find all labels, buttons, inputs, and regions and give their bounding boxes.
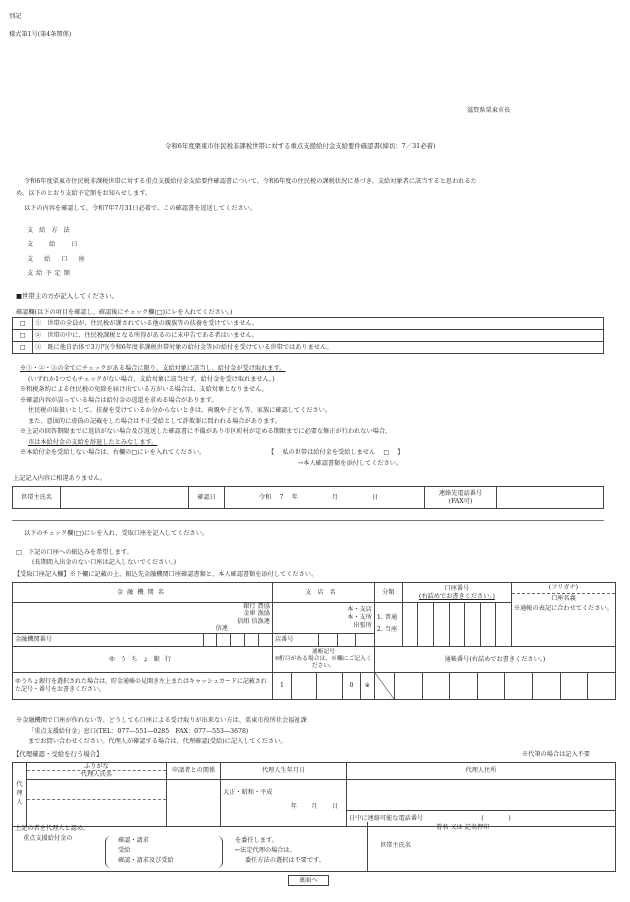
date-year-unit: 年	[291, 493, 298, 501]
decline-block	[268, 449, 404, 456]
opt-1[interactable]: 確認・請求	[118, 837, 149, 844]
holder-header: 口座名義	[512, 593, 615, 603]
check-no-2: ②	[35, 331, 42, 339]
proxy-era[interactable]: 大正・昭和・平成	[223, 788, 273, 796]
back-page-link[interactable]: 裏面へ	[288, 875, 329, 886]
proxy-table	[12, 762, 616, 827]
tsucho-no-6[interactable]	[533, 673, 561, 699]
head-name-field[interactable]	[61, 487, 189, 509]
sig-field[interactable]	[428, 830, 614, 870]
inst-type-kinko: 金庫	[243, 610, 256, 618]
acct-digit-6[interactable]	[480, 603, 496, 647]
opt-2[interactable]: 受給	[118, 847, 131, 854]
bank-footer-3: までお問い合わせください。代理人が確認する場合は、代理確認(受給)に記入してください。	[28, 738, 287, 745]
note-2: (いずれか1つでもチェックがない場合、支給対象に該当せず、給付金を受け取れません。)	[28, 376, 275, 383]
confirm-date-label: 確認日	[189, 487, 225, 509]
type-header: 分類	[374, 583, 402, 603]
bank-footer-2: 「重点支援給付金」窓口(TEL：077―551―0285 FAX：077―553―3678)	[28, 728, 249, 735]
branch-type-3: 出張所	[353, 621, 372, 629]
check-no-1: ①	[35, 319, 42, 327]
type-toza: 2. 当座	[376, 626, 398, 634]
proxy-m: 月	[311, 802, 318, 810]
beppyo: 別記	[9, 13, 22, 20]
tel-field[interactable]	[497, 487, 604, 509]
inst-code-label: 金融機関番号	[13, 633, 204, 646]
decline-close: 】	[397, 449, 404, 456]
proxy-tel-field[interactable]: ( )	[481, 814, 511, 822]
yucho-header: ゆうちょ銀行	[13, 646, 273, 672]
acct-digit-7[interactable]	[496, 603, 512, 647]
proxy-tel-label: 日中に連絡可能な電話番号	[349, 814, 424, 822]
note-6: また、意図的に虚偽の記載をした場合は不正受給として詐欺罪に問われる場合があります。	[28, 418, 282, 425]
tsucho-no-header: 通帳番号(右詰めでお書きください。)	[374, 646, 615, 672]
inst-type-bank: 銀行	[243, 603, 256, 610]
agree-text: 上記記入内容に相違ありません。	[13, 475, 107, 482]
acct-digit-3[interactable]	[434, 603, 450, 647]
inst-code-1[interactable]	[203, 633, 217, 646]
inst-type-shingyoren: 信漁連	[251, 617, 270, 625]
note-5: 住民税の取扱いとして、扶養を受けているか分からないときは、両親や子ども等、家族に確認してください。	[28, 407, 332, 414]
proxy-furi-field[interactable]	[27, 780, 166, 800]
acct-digit-4[interactable]	[449, 603, 465, 647]
delegate-text-2: 重点支援給付金の	[23, 835, 73, 842]
check-text-2: 世帯の中に、住民税課税となる所得があるのに未申告である者はいません。	[47, 331, 259, 339]
note-4: ※確認内容が誤っている場合は給付金の返還を求める場合があります。	[20, 397, 218, 404]
proxy-rel-label: 申請者との関係	[167, 763, 221, 780]
decline-box[interactable]: □	[383, 449, 390, 456]
payment-amount-label: 支給予定額	[27, 270, 73, 277]
proxy-label: 代理人	[13, 763, 27, 827]
proxy-addr-field[interactable]	[347, 779, 616, 810]
sig-name-label: 世帯主氏名	[380, 842, 411, 849]
branch-code-2[interactable]	[338, 634, 357, 646]
tsucho-star[interactable]: ※	[360, 673, 374, 699]
tsucho-no-3[interactable]	[450, 673, 478, 699]
acct-digit-5[interactable]	[465, 603, 481, 647]
branch-type-2: 本・支所	[347, 613, 372, 621]
tsucho-sub: 6桁目がある場合は、※欄にご記入ください。	[275, 655, 372, 669]
check-box-3[interactable]: □	[13, 342, 33, 354]
branch-code-1[interactable]	[319, 634, 338, 646]
delegate-1: を委任します。	[235, 837, 278, 844]
decline-text: 私の世帯は給付金を受給しません	[282, 449, 376, 456]
date-year: 7	[279, 493, 284, 501]
check-row-3	[13, 342, 604, 354]
check-row-1	[13, 318, 604, 330]
inst-type-nokyo: 農協	[257, 603, 270, 610]
bank-heading: 【受取口座記入欄】※下欄に記載の上、振込先金融機関口座確認書類と、本人確認書類を添付してください。	[14, 571, 318, 578]
acct-digit-1[interactable]	[402, 603, 418, 647]
delegate-text-1: 上記の者を代理人と認め、	[15, 825, 90, 832]
intro-line-2: め、以下のとおり支給予定額をお知らせします。	[16, 190, 152, 197]
bank-check[interactable]: □ 下記の口座への振込みを希望します。	[16, 549, 133, 556]
note-7: ※上記の回答期限までに返信がない場合及び返送した確認書に不備があり市区町村が定める期限までに必要な修正が行われない場合、	[20, 428, 392, 435]
proxy-addr-label: 代理人住所	[347, 763, 616, 780]
proxy-y: 年	[290, 802, 297, 810]
note-9: ※本給付金を受給しない場合は、右欄の□にレを入れてください。	[20, 449, 206, 456]
proxy-rel-field[interactable]	[167, 779, 221, 826]
intro-line-3: 以下の内容を確認して、令和7年7月31日必着で、この確認書を返送してください。	[24, 205, 257, 212]
date-month-unit: 月	[331, 493, 338, 501]
delegation-block	[12, 822, 616, 872]
tsucho-header: 通帳記号	[311, 648, 336, 655]
date-era: 令和	[259, 493, 272, 501]
issuer: 滋賀県栗東市長	[467, 107, 511, 114]
proxy-dob-label: 代理人生年月日	[221, 763, 347, 780]
inst-type-shinren: 信連	[215, 625, 228, 633]
intro-line-1: 令和6年度栗東市住民税非課税世帯に対する重点支援給付金支給要件確認書について、令和6年度の住民税の課税状況に基づき、支給対象者に該当すると思われるた	[24, 178, 477, 185]
type-futsu: 1. 普通	[376, 613, 398, 621]
inst-header: 金融機関名	[13, 583, 273, 603]
check-box-2[interactable]: □	[13, 330, 33, 342]
branch-code-label: 店番号	[272, 633, 318, 646]
inst-code-3[interactable]	[231, 633, 245, 646]
date-day-unit: 日	[371, 493, 379, 501]
decline-open: 【	[268, 449, 275, 456]
opt-3[interactable]: 確認・請求及び受給	[118, 857, 174, 864]
delegate-3: 委任方法の選択は不要です。	[245, 857, 325, 864]
tsucho-no-2[interactable]	[423, 673, 451, 699]
proxy-note: ※代筆の場合は記入不要	[522, 751, 591, 758]
confirm-date-field[interactable]	[225, 487, 425, 509]
proxy-furi: ふりがな	[84, 763, 109, 770]
payment-account-label: 支給口座	[27, 256, 96, 263]
acct-header: 口座番号	[444, 585, 470, 593]
branch-type-1: 本・支店	[347, 605, 372, 613]
check-box-1[interactable]: □	[13, 318, 33, 330]
branch-code-3[interactable]	[356, 634, 374, 646]
payment-method-label: 支給方法	[27, 227, 76, 234]
branch-name-field[interactable]	[272, 603, 374, 634]
branch-header: 支店名	[272, 583, 374, 603]
bank-lead: 以下のチェック欄(□)にレを入れ、受取口座を記入してください。	[24, 530, 209, 537]
tsucho-no-7[interactable]	[561, 673, 589, 699]
inst-name-field[interactable]	[13, 603, 273, 634]
decline-attach: →本人確認書類を添付してください。	[298, 460, 403, 467]
proxy-d: 日	[331, 802, 338, 810]
tel-label: 連絡先電話番号	[438, 490, 483, 498]
proxy-name-label: 代理人氏名	[27, 770, 166, 778]
tsucho-digit-0[interactable]: 0	[342, 673, 360, 699]
check-text-3: 既に他自治体で3万円(令和6年度非課税世帯対象の給付金等)の給付を受けている世帯ではありません。	[47, 343, 333, 351]
form-number: 様式第1号(第4条関係)	[9, 31, 72, 38]
section1-heading: ■世帯主の方が記入してください。	[16, 292, 118, 300]
tsucho-no-4[interactable]	[478, 673, 506, 699]
tsucho-digit-1[interactable]: 1	[279, 682, 284, 690]
check-row-2	[13, 330, 604, 342]
page-title: 令和6年度栗東市住民税非課税世帯に対する重点支援給付金支給要件確認書(締切：7／31必着)	[165, 142, 436, 150]
bank-check-sub: (長期間入出金のない口座は記入しないでください。)	[32, 559, 177, 566]
check-table	[12, 317, 604, 354]
note-3: ※租税条約による住民税の免除を届け出ている方がいる場合は、支給対象となりません。	[20, 386, 268, 393]
inst-code-4[interactable]	[245, 633, 259, 646]
holder-note: ※通帳の表記に合わせてください。	[513, 604, 613, 612]
note-1: ※①・②・③の全てにチェックがある場合に限り、支給対象に該当し、給付金が受け取れます。	[20, 365, 286, 372]
bank-footer-1: ※金融機関で口座が作れない等、どうしても口座による受け取りが出来ない方は、栗東市役所社会福祉課	[16, 717, 307, 724]
tel-sub: (FAX可)	[448, 497, 473, 505]
proxy-heading: 【代理確認・受給を行う場合】	[13, 750, 103, 758]
acct-header-sub: (右詰めでお書きください。)	[418, 592, 495, 600]
inst-type-gyokyo: 漁協	[257, 610, 270, 618]
yucho-note: ゆうちょ銀行を選択された場合は、貯金通帳の見開き左上またはキャッシュカードに記載された記号・番号をお書きください。	[13, 672, 273, 699]
check-text-1: 世帯の全員が、住民税が課されている他の親族等の扶養を受けていません。	[47, 319, 259, 327]
inst-code-2[interactable]	[217, 633, 231, 646]
tsucho-no-1[interactable]	[395, 673, 423, 699]
sig-label: 署名 又は 記名押印	[436, 824, 490, 831]
note-8: 市は本給付金の支給を辞退したとみなします。	[28, 439, 158, 446]
inst-type-shinso: 信組	[237, 617, 250, 625]
delegate-2: ←法定代理の場合は、	[235, 847, 296, 854]
head-table	[12, 486, 604, 509]
acct-digit-2[interactable]	[418, 603, 434, 647]
tsucho-no-8[interactable]	[588, 673, 615, 699]
kana-header: (フリガナ)	[548, 584, 579, 591]
type-field[interactable]	[374, 603, 402, 647]
check-no-3: ③	[35, 343, 42, 351]
confirm-lead: 確認欄(以下の項目を確認し、確認後にチェック欄(□)にレを入れてください。)	[16, 309, 233, 316]
head-name-label: 世帯主氏名	[13, 487, 61, 509]
payment-date-label: 支給日	[27, 241, 94, 248]
tsucho-no-5[interactable]	[505, 673, 533, 699]
bank-table	[12, 582, 616, 700]
